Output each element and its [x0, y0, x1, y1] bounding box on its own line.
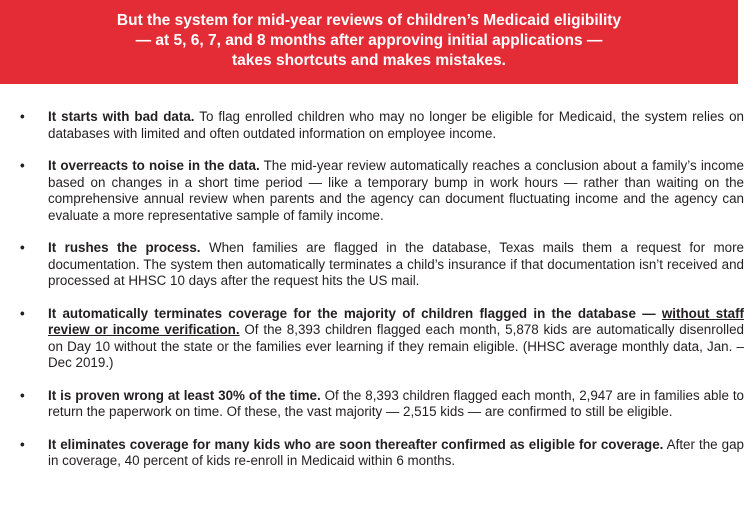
bullet-lead: It starts with bad data. [48, 109, 195, 124]
bullet-item-eliminates [0, 437, 756, 470]
bullet-glyph: • [20, 387, 25, 403]
bullet-glyph: • [20, 436, 25, 452]
bullet-lead: It eliminates coverage for many kids who are soon thereafter confirmed as eligible for coverage. [48, 436, 664, 452]
bullet-item-terminates [0, 306, 756, 372]
bullet-item-bad-data [0, 109, 756, 142]
header-line-1: But the system for mid-year reviews of children’s Medicaid eligibility [116, 12, 622, 29]
bullet-text: When families are flagged in the database, Texas mails them a request for more documentation. The system then automatically terminates a child’s insurance if that documentation isn’t received and processed at HHSC 10 days after the request hits the US mail. [48, 240, 744, 288]
header-line-3: takes shortcuts and makes mistakes. [232, 52, 506, 69]
bullet-item-noise [0, 158, 756, 224]
bullet-glyph: • [20, 305, 25, 321]
bullet-lead: It rushes the process. [48, 240, 201, 255]
bullet-glyph: • [20, 240, 25, 255]
bullet-glyph: • [20, 109, 25, 124]
bullet-lead: It automatically terminates coverage for the majority of children flagged in the database — [48, 305, 662, 321]
bullet-glyph: • [20, 158, 25, 173]
bullet-text: After the gap in coverage, 40 percent of kids re-enroll in Medicaid within 6 months. [48, 436, 744, 468]
header-banner [0, 0, 738, 84]
bullet-text: The mid-year review automatically reaches a conclusion about a family’s income based on changes in a short time period — like a temporary bump in work hours — rather than waiting on the comprehensive annual review when parents and the agency can document fluctuating income and the agency can evaluate a more representative sample of family income. [48, 158, 744, 223]
bullet-text: Of the 8,393 children flagged each month, 5,878 kids are automatically disenrolled on Day 10 without the state or the families ever learning if they remain eligible. (HHSC average monthly data, Jan. – Dec 2019.) [48, 322, 745, 370]
bullet-item-proven-wrong [0, 388, 756, 421]
bullet-text: To flag enrolled children who may no longer be eligible for Medicaid, the system relies on databases with limited and often outdated information on employee income. [48, 109, 744, 141]
bullet-lead: It is proven wrong at least 30% of the time. [48, 387, 321, 403]
bullet-list [0, 109, 756, 486]
bullet-lead: It overreacts to noise in the data. [48, 158, 260, 173]
bullet-item-rushes [0, 240, 756, 290]
bullet-text: Of the 8,393 children flagged each month, 2,947 are in families able to return the paperwork on time. Of these, the vast majority — 2,515 kids — are confirmed to still be eligible. [48, 387, 744, 419]
header-line-2: — at 5, 6, 7, and 8 months after approving initial applications — [135, 32, 603, 49]
bullet-lead-underlined: without staff review or income verification. [48, 305, 744, 337]
